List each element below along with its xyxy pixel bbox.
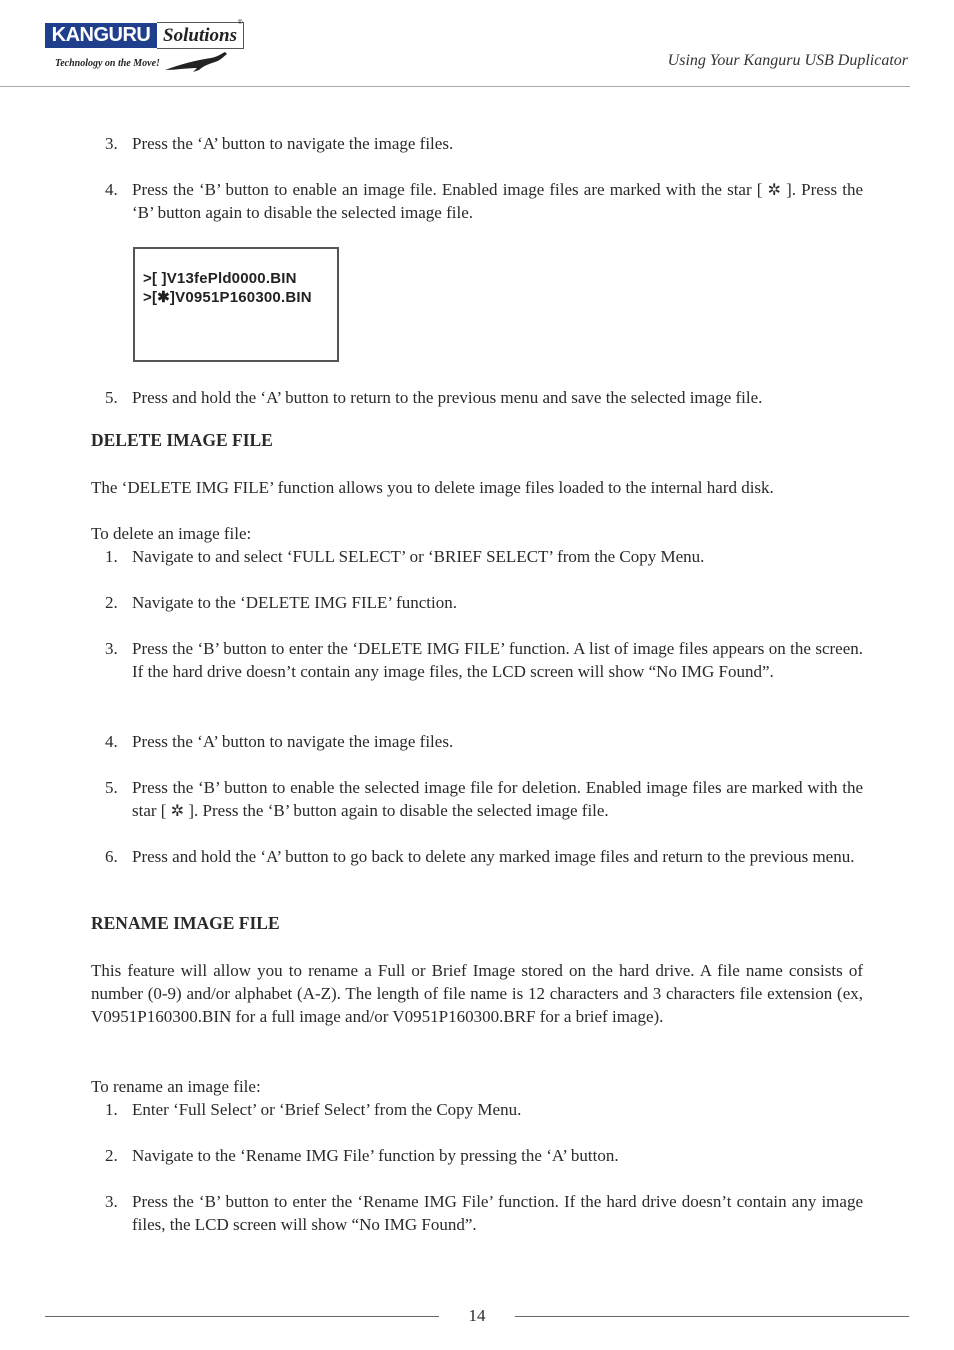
list-text: Press the ‘B’ button to enter the ‘DELETE IMG FILE’ function. A list of image files appears on the screen. If the hard drive doesn’t contain any image files, the LCD screen will show “No IMG Found”. xyxy=(132,639,863,681)
list-text: Navigate to the ‘DELETE IMG FILE’ function. xyxy=(132,593,457,612)
list-text: Enter ‘Full Select’ or ‘Brief Select’ from the Copy Menu. xyxy=(132,1100,522,1119)
logo-brand-name: KANGURU xyxy=(45,23,157,48)
star-icon: ✲ xyxy=(767,180,781,199)
list-number: 1. xyxy=(105,547,118,566)
header-divider xyxy=(0,86,910,87)
list-number: 5. xyxy=(105,778,118,797)
list-number: 4. xyxy=(105,732,118,751)
list-number: 3. xyxy=(105,639,118,658)
list-text: Press and hold the ‘A’ button to return to the previous menu and save the selected image file. xyxy=(132,388,763,407)
list-number: 5. xyxy=(105,388,118,407)
list-text: Press the ‘B’ button to enable an image file. Enabled image files are marked with the star [ ✲ ]. Press the ‘B’ button again to disable the selected image file. xyxy=(132,180,863,222)
logo-brand-suffix: Solutions xyxy=(157,22,244,49)
paragraph: This feature will allow you to rename a Full or Brief Image stored on the hard drive. A file name consists of number (0-9) and/or alphabet (A-Z). The length of file name is 12 characters and 3 characters file extension (ex, V0951P160300.BIN for a full image and/or V0951P160300.BRF for a brief image). xyxy=(91,961,863,1026)
page-number: 14 xyxy=(468,1306,486,1325)
page-header xyxy=(0,0,954,88)
list-text: Navigate to the ‘Rename IMG File’ function by pressing the ‘A’ button. xyxy=(132,1146,619,1165)
document-title: Using Your Kanguru USB Duplicator xyxy=(667,52,908,69)
list-text: Press the ‘A’ button to navigate the image files. xyxy=(132,134,454,153)
paragraph: To rename an image file: xyxy=(91,1077,261,1096)
paragraph: The ‘DELETE IMG FILE’ function allows you to delete image files loaded to the internal hard disk. xyxy=(91,478,774,497)
list-text: Navigate to and select ‘FULL SELECT’ or ‘BRIEF SELECT’ from the Copy Menu. xyxy=(132,547,705,566)
logo-tagline: Technology on the Move! xyxy=(55,58,160,69)
logo-trademark: ® xyxy=(238,20,243,26)
list-number: 3. xyxy=(105,1192,118,1211)
list-number: 2. xyxy=(105,1146,118,1165)
paragraph: To delete an image file: xyxy=(91,524,252,543)
kangaroo-icon xyxy=(163,50,233,74)
footer-divider-right xyxy=(515,1316,909,1317)
star-icon: ✲ xyxy=(170,801,185,820)
lcd-line: >[ ]V13fePld0000.BIN xyxy=(143,270,297,287)
footer-divider-left xyxy=(45,1316,439,1317)
list-number: 1. xyxy=(105,1100,118,1119)
list-number: 4. xyxy=(105,180,118,199)
list-text: Press the ‘A’ button to navigate the image files. xyxy=(132,732,454,751)
list-number: 3. xyxy=(105,134,118,153)
lcd-screen xyxy=(133,247,339,362)
section-heading-delete: DELETE IMAGE FILE xyxy=(91,430,273,450)
lcd-line: >[✱]V0951P160300.BIN xyxy=(143,289,312,306)
list-number: 6. xyxy=(105,847,118,866)
list-text: Press and hold the ‘A’ button to go back to delete any marked image files and return to the previous menu. xyxy=(132,847,855,866)
section-heading-rename: RENAME IMAGE FILE xyxy=(91,913,280,933)
list-text: Press the ‘B’ button to enter the ‘Rename IMG File’ function. If the hard drive doesn’t contain any image files, the LCD screen will show “No IMG Found”. xyxy=(132,1192,863,1234)
list-text: Press the ‘B’ button to enable the selected image file for deletion. Enabled image files are marked with the star [ ✲ ]. Press the ‘B’ button again to disable the selected image file. xyxy=(132,778,863,820)
list-number: 2. xyxy=(105,593,118,612)
kanguru-logo xyxy=(45,20,250,78)
